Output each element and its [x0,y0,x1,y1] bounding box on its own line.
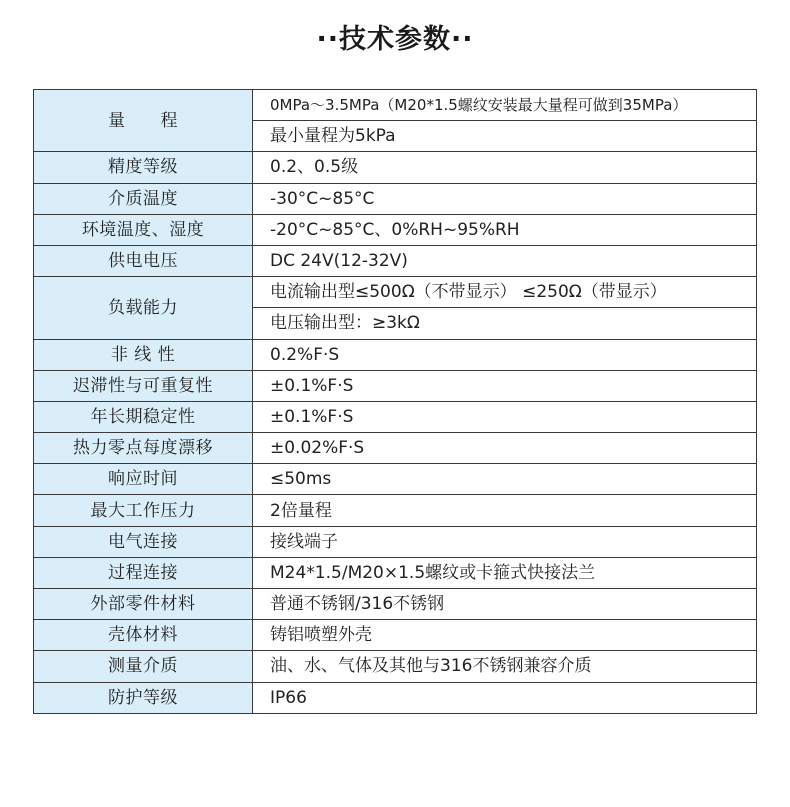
spec-value-zero-drift: ±0.02%F·S [253,433,757,464]
spec-value-hysteresis: ±0.1%F·S [253,370,757,401]
spec-label-accuracy: 精度等级 [34,152,253,183]
spec-label-protection: 防护等级 [34,682,253,713]
spec-value-parts-material: 普通不锈钢/316不锈钢 [253,589,757,620]
spec-value-housing: 铸铝喷塑外壳 [253,620,757,651]
spec-value-electrical: 接线端子 [253,526,757,557]
spec-label-hysteresis: 迟滞性与可重复性 [34,370,253,401]
spec-row-medium [34,651,757,682]
spec-label-response: 响应时间 [34,464,253,495]
spec-row-zero-drift [34,433,757,464]
spec-label-process: 过程连接 [34,557,253,588]
spec-label-range: 量 程 [34,90,253,152]
spec-value-nonlinearity: 0.2%F·S [253,339,757,370]
spec-value-load-current: 电流输出型≤500Ω（不带显示） ≤250Ω（带显示） [253,277,757,308]
spec-label-zero-drift: 热力零点每度漂移 [34,433,253,464]
spec-row-accuracy [34,152,757,183]
spec-label-medium-temp: 介质温度 [34,183,253,214]
spec-value-load-voltage: 电压输出型：≥3kΩ [253,308,757,339]
spec-row-range [34,90,757,121]
page-title: ··技术参数·· [316,24,474,55]
spec-row-protection [34,682,757,713]
spec-row-hysteresis [34,370,757,401]
spec-label-stability: 年长期稳定性 [34,401,253,432]
spec-label-nonlinearity: 非 线 性 [34,339,253,370]
spec-value-medium: 油、水、气体及其他与316不锈钢兼容介质 [253,651,757,682]
spec-row-stability [34,401,757,432]
spec-value-response: ≤50ms [253,464,757,495]
spec-label-max-pressure: 最大工作压力 [34,495,253,526]
spec-row-ambient [34,214,757,245]
spec-value-accuracy: 0.2、0.5级 [253,152,757,183]
spec-value-range-min: 最小量程为5kPa [253,121,757,152]
spec-value-ambient: -20°C~85°C、0%RH~95%RH [253,214,757,245]
spec-value-range: 0MPa～3.5MPa（M20*1.5螺纹安装最大量程可做到35MPa） [253,90,757,121]
spec-value-max-pressure: 2倍量程 [253,495,757,526]
spec-value-protection: IP66 [253,682,757,713]
spec-label-supply: 供电电压 [34,245,253,276]
spec-label-load: 负载能力 [34,277,253,339]
spec-row-load [34,277,757,308]
spec-value-supply: DC 24V(12-32V) [253,245,757,276]
spec-row-process [34,557,757,588]
spec-label-ambient: 环境温度、湿度 [34,214,253,245]
spec-value-medium-temp: -30°C~85°C [253,183,757,214]
spec-row-max-pressure [34,495,757,526]
spec-label-medium: 测量介质 [34,651,253,682]
spec-row-electrical [34,526,757,557]
spec-row-medium-temp [34,183,757,214]
spec-row-housing [34,620,757,651]
spec-label-electrical: 电气连接 [34,526,253,557]
spec-value-process: M24*1.5/M20×1.5螺纹或卡箍式快接法兰 [253,557,757,588]
spec-value-stability: ±0.1%F·S [253,401,757,432]
spec-row-parts-material [34,589,757,620]
spec-row-supply [34,245,757,276]
spec-table [33,89,757,714]
spec-label-housing: 壳体材料 [34,620,253,651]
spec-row-response [34,464,757,495]
spec-row-nonlinearity [34,339,757,370]
spec-label-parts-material: 外部零件材料 [34,589,253,620]
